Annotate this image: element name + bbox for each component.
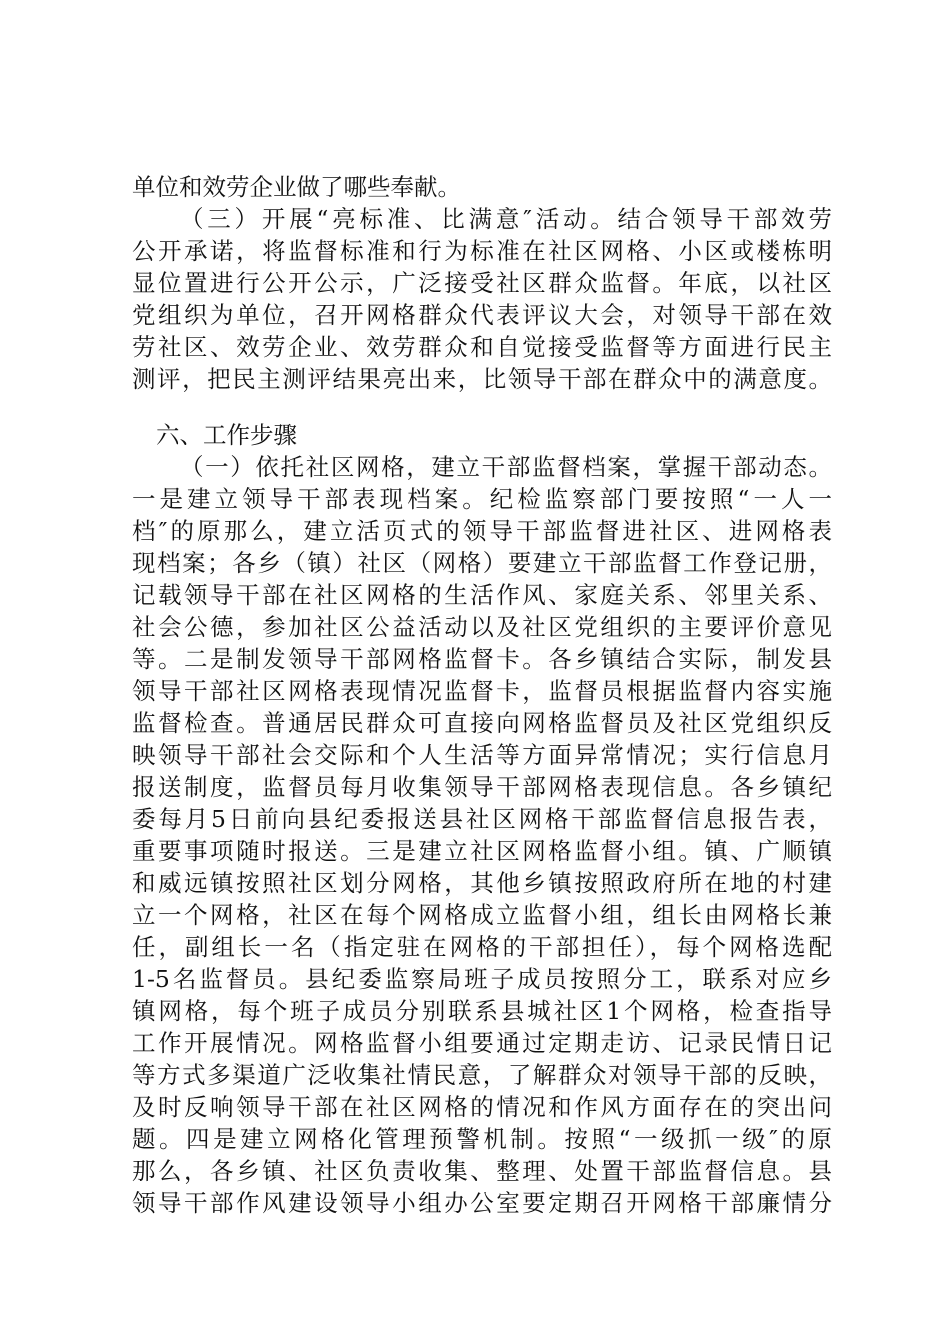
paragraph-line: 单位和效劳企业做了哪些奉献。 — [132, 173, 461, 201]
paragraph-line: 映领导干部社会交际和个人生活等方面异常情况；实行信息月 — [132, 741, 832, 769]
paragraph-line: 任，副组长一名（指定驻在网格的干部担任），每个网格选配 — [132, 933, 832, 961]
section-heading: 六、工作步骤 — [156, 421, 297, 449]
paragraph-line: 1-5名监督员。县纪委监察局班子成员按照分工，联系对应乡 — [132, 965, 832, 993]
paragraph-line: 一是建立领导干部表现档案。纪检监察部门要按照“一人一 — [132, 485, 832, 513]
paragraph-line: 镇网格，每个班子成员分别联系县城社区1个网格，检查指导 — [132, 997, 832, 1025]
paragraph-line: 劳社区、效劳企业、效劳群众和自觉接受监督等方面进行民主 — [132, 333, 832, 361]
paragraph-line: 等方式多渠道广泛收集社情民意，了解群众对领导干部的反映， — [132, 1061, 832, 1089]
paragraph-line: 公开承诺，将监督标准和行为标准在社区网格、小区或楼栋明 — [132, 237, 832, 265]
paragraph-line: 监督检查。普通居民群众可直接向网格监督员及社区党组织反 — [132, 709, 832, 737]
paragraph-line: 等。二是制发领导干部网格监督卡。各乡镇结合实际，制发县 — [132, 645, 832, 673]
paragraph-line: 社会公德，参加社区公益活动以及社区党组织的主要评价意见 — [132, 613, 832, 641]
paragraph-line: 那么，各乡镇、社区负责收集、整理、处置干部监督信息。县 — [132, 1157, 832, 1185]
paragraph-line: 档″的原那么，建立活页式的领导干部监督进社区、进网格表 — [132, 517, 832, 545]
paragraph-line: 测评，把民主测评结果亮出来，比领导干部在群众中的满意度。 — [132, 365, 832, 393]
paragraph-line: 领导干部社区网格表现情况监督卡，监督员根据监督内容实施 — [132, 677, 832, 705]
paragraph-line: 题。四是建立网格化管理预警机制。按照“一级抓一级″的原 — [132, 1125, 832, 1153]
paragraph-line: 重要事项随时报送。三是建立社区网格监督小组。镇、广顺镇 — [132, 837, 832, 865]
paragraph-line: （三）开展“亮标准、比满意″活动。结合领导干部效劳 — [180, 205, 832, 233]
paragraph-line: 党组织为单位，召开网格群众代表评议大会，对领导干部在效 — [132, 301, 832, 329]
paragraph-line: 领导干部作风建设领导小组办公室要定期召开网格干部廉情分 — [132, 1189, 832, 1217]
paragraph-line: 工作开展情况。网格监督小组要通过定期走访、记录民情日记 — [132, 1029, 832, 1057]
paragraph-line: 现档案；各乡（镇）社区（网格）要建立干部监督工作登记册， — [132, 549, 832, 577]
paragraph-line: 和威远镇按照社区划分网格，其他乡镇按照政府所在地的村建 — [132, 869, 832, 897]
paragraph-line: 及时反响领导干部在社区网格的情况和作风方面存在的突出问 — [132, 1093, 832, 1121]
paragraph-line: 显位置进行公开公示，广泛接受社区群众监督。年底，以社区 — [132, 269, 832, 297]
paragraph-line: 记载领导干部在社区网格的生活作风、家庭关系、邻里关系、 — [132, 581, 832, 609]
paragraph-line: （一）依托社区网格，建立干部监督档案，掌握干部动态。 — [180, 453, 832, 481]
paragraph-line: 报送制度，监督员每月收集领导干部网格表现信息。各乡镇纪 — [132, 773, 832, 801]
paragraph-line: 委每月5日前向县纪委报送县社区网格干部监督信息报告表， — [132, 805, 832, 833]
paragraph-line: 立一个网格，社区在每个网格成立监督小组，组长由网格长兼 — [132, 901, 832, 929]
